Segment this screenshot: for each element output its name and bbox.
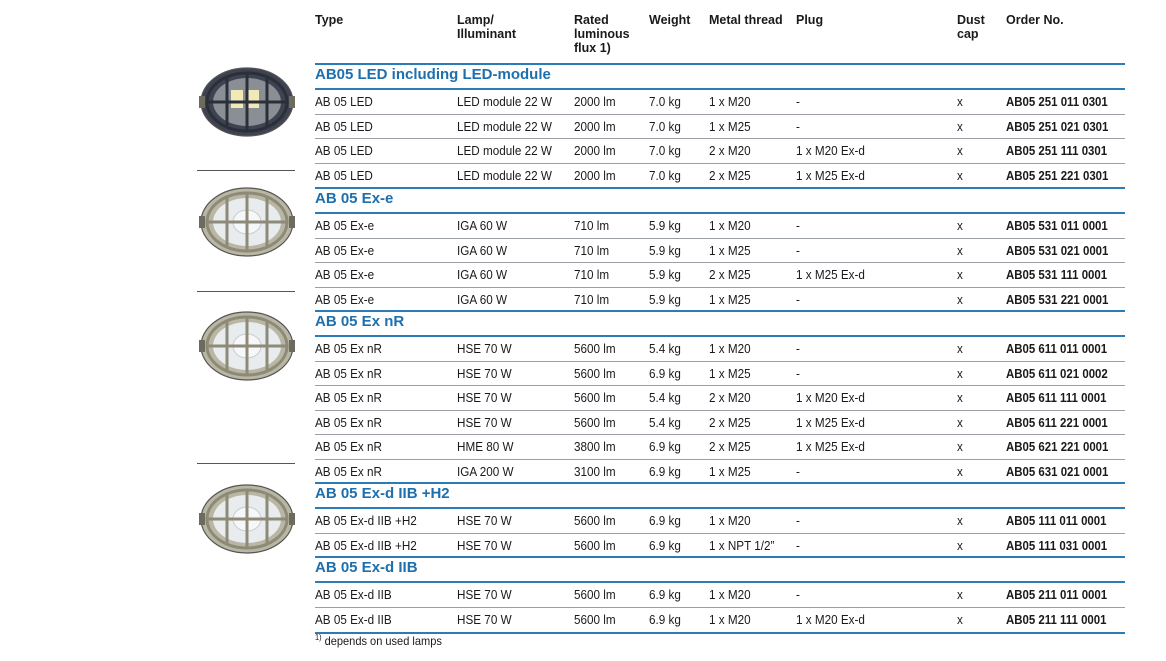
table-row (0, 411, 1166, 435)
image-divider (197, 170, 295, 171)
section-title: AB 05 Ex-e (315, 190, 394, 207)
cell-weight: 6.9 kg (649, 537, 681, 553)
cell-flux: 5600 lm (574, 611, 616, 627)
cell-dust: x (957, 464, 963, 479)
cell-plug: - (796, 218, 800, 233)
table-row (0, 214, 1166, 238)
cell-plug: 1 x M25 Ex-d (796, 439, 865, 455)
ex-d-luminaire-photo (197, 475, 297, 570)
cell-weight: 5.4 kg (649, 390, 681, 406)
cell-order: AB05 621 221 0001 (1006, 439, 1109, 455)
cell-lamp: HSE 70 W (457, 537, 512, 553)
image-divider (197, 463, 295, 464)
cell-flux: 3800 lm (574, 439, 616, 455)
cell-weight: 6.9 kg (649, 611, 681, 627)
cell-lamp: IGA 60 W (457, 267, 508, 283)
cell-thread: 1 x M25 (709, 365, 751, 381)
table-row (0, 164, 1166, 188)
cell-type: AB 05 Ex nR (315, 341, 382, 356)
cell-dust: x (957, 414, 963, 430)
cell-type: AB 05 Ex nR (315, 464, 382, 479)
cell-lamp: IGA 200 W (457, 464, 514, 479)
ex-nr-luminaire-photo (197, 302, 297, 397)
cell-flux: 710 lm (574, 218, 610, 233)
cell-thread: 2 x M25 (709, 267, 751, 283)
cell-weight: 5.9 kg (649, 267, 681, 283)
cell-order: AB05 111 011 0001 (1006, 513, 1107, 528)
cell-order: AB05 611 011 0001 (1006, 341, 1108, 356)
cell-weight: 5.9 kg (649, 218, 681, 233)
cell-thread: 1 x M20 (709, 587, 751, 602)
cell-thread: 1 x M20 (709, 611, 751, 627)
cell-order: AB05 251 111 0301 (1006, 143, 1108, 159)
table-row (0, 90, 1166, 114)
cell-plug: 1 x M20 Ex-d (796, 390, 865, 406)
table-row (0, 534, 1166, 558)
cell-dust: x (957, 167, 963, 183)
cell-lamp: IGA 60 W (457, 242, 508, 258)
image-divider (197, 291, 295, 292)
cell-dust: x (957, 118, 963, 134)
cell-type: AB 05 Ex nR (315, 414, 382, 430)
cell-flux: 2000 lm (574, 94, 616, 109)
cell-flux: 710 lm (574, 267, 610, 283)
cell-order: AB05 531 011 0001 (1006, 218, 1108, 233)
table-row (0, 115, 1166, 139)
cell-weight: 5.4 kg (649, 341, 681, 356)
cell-order: AB05 611 221 0001 (1006, 414, 1108, 430)
cell-weight: 7.0 kg (649, 94, 681, 109)
cell-type: AB 05 Ex nR (315, 365, 382, 381)
cell-dust: x (957, 365, 963, 381)
cell-flux: 5600 lm (574, 537, 616, 553)
cell-thread: 1 x NPT 1/2” (709, 537, 775, 553)
table-row (0, 239, 1166, 263)
cell-order: AB05 211 111 0001 (1006, 611, 1107, 627)
header-thread: Metal thread (709, 13, 783, 27)
cell-order: AB05 251 221 0301 (1006, 167, 1109, 183)
cell-type: AB 05 LED (315, 94, 373, 109)
section-rule (315, 556, 1125, 558)
cell-dust: x (957, 513, 963, 528)
cell-type: AB 05 Ex-e (315, 291, 375, 307)
table-row (0, 608, 1166, 632)
section-title: AB 05 Ex-d IIB (315, 559, 418, 576)
led-luminaire-photo (197, 58, 297, 153)
cell-thread: 1 x M25 (709, 464, 751, 479)
header-lamp: Lamp/ Illuminant (457, 13, 517, 41)
cell-lamp: HME 80 W (457, 439, 514, 455)
footnote-text: depends on used lamps (321, 634, 442, 648)
cell-thread: 1 x M25 (709, 118, 751, 134)
cell-weight: 5.9 kg (649, 242, 681, 258)
cell-lamp: HSE 70 W (457, 365, 512, 381)
cell-flux: 710 lm (574, 242, 610, 258)
cell-flux: 710 lm (574, 291, 610, 307)
cell-weight: 6.9 kg (649, 464, 681, 479)
cell-thread: 2 x M25 (709, 439, 751, 455)
footnote-mark: 1) (315, 633, 322, 642)
cell-flux: 5600 lm (574, 341, 616, 356)
section-rule (315, 187, 1125, 189)
cell-type: AB 05 Ex-e (315, 267, 375, 283)
cell-order: AB05 611 021 0002 (1006, 365, 1108, 381)
cell-type: AB 05 Ex-e (315, 242, 375, 258)
cell-lamp: LED module 22 W (457, 143, 552, 159)
cell-thread: 2 x M20 (709, 143, 751, 159)
cell-order: AB05 611 111 0001 (1006, 390, 1107, 406)
cell-dust: x (957, 587, 963, 602)
cell-weight: 6.9 kg (649, 365, 681, 381)
cell-dust: x (957, 537, 963, 553)
cell-lamp: LED module 22 W (457, 94, 552, 109)
table-row (0, 288, 1166, 312)
cell-flux: 2000 lm (574, 167, 616, 183)
cell-dust: x (957, 439, 963, 455)
cell-order: AB05 531 111 0001 (1006, 267, 1108, 283)
cell-type: AB 05 Ex-d IIB +H2 (315, 513, 417, 528)
cell-lamp: LED module 22 W (457, 167, 552, 183)
cell-lamp: IGA 60 W (457, 218, 508, 233)
section-title: AB05 LED including LED-module (315, 66, 551, 83)
cell-type: AB 05 LED (315, 167, 373, 183)
table-row (0, 362, 1166, 386)
table-row (0, 460, 1166, 484)
header-flux: Rated luminous flux 1) (574, 13, 630, 55)
cell-lamp: HSE 70 W (457, 341, 512, 356)
cell-lamp: HSE 70 W (457, 414, 512, 430)
header-weight: Weight (649, 13, 691, 27)
cell-type: AB 05 Ex-e (315, 218, 375, 233)
cell-type: AB 05 Ex nR (315, 390, 382, 406)
cell-order: AB05 251 021 0301 (1006, 118, 1109, 134)
cell-type: AB 05 Ex-d IIB (315, 611, 392, 627)
cell-dust: x (957, 267, 963, 283)
cell-weight: 7.0 kg (649, 167, 681, 183)
cell-dust: x (957, 218, 963, 233)
cell-weight: 6.9 kg (649, 587, 681, 602)
section-title: AB 05 Ex-d IIB +H2 (315, 485, 450, 502)
cell-order: AB05 631 021 0001 (1006, 464, 1109, 479)
cell-plug: 1 x M20 Ex-d (796, 143, 865, 159)
cell-type: AB 05 Ex nR (315, 439, 382, 455)
cell-plug: - (796, 242, 800, 258)
cell-thread: 1 x M25 (709, 242, 751, 258)
cell-plug: - (796, 291, 800, 307)
cell-type: AB 05 Ex-d IIB (315, 587, 392, 602)
header-type: Type (315, 13, 344, 27)
table-row (0, 337, 1166, 361)
cell-plug: - (796, 513, 800, 528)
cell-plug: - (796, 365, 800, 381)
table-row (0, 583, 1166, 607)
footnote (315, 633, 442, 648)
cell-lamp: IGA 60 W (457, 291, 508, 307)
cell-lamp: HSE 70 W (457, 513, 512, 528)
cell-plug: 1 x M25 Ex-d (796, 167, 865, 183)
cell-weight: 5.9 kg (649, 291, 681, 307)
cell-order: AB05 531 021 0001 (1006, 242, 1109, 258)
cell-thread: 1 x M20 (709, 341, 751, 356)
cell-plug: - (796, 118, 800, 134)
cell-plug: - (796, 341, 800, 356)
cell-order: AB05 111 031 0001 (1006, 537, 1108, 553)
cell-thread: 2 x M25 (709, 414, 751, 430)
table-row (0, 139, 1166, 163)
cell-dust: x (957, 94, 963, 109)
cell-thread: 2 x M25 (709, 167, 751, 183)
table-row (0, 263, 1166, 287)
cell-thread: 1 x M20 (709, 94, 751, 109)
cell-plug: - (796, 587, 800, 602)
cell-order: AB05 531 221 0001 (1006, 291, 1109, 307)
cell-thread: 2 x M20 (709, 390, 751, 406)
cell-lamp: HSE 70 W (457, 587, 512, 602)
header-dust-cap: Dust cap (957, 13, 985, 41)
section-rule (315, 310, 1125, 312)
cell-dust: x (957, 291, 963, 307)
cell-flux: 2000 lm (574, 143, 616, 159)
cell-order: AB05 211 011 0001 (1006, 587, 1108, 602)
table-row (0, 386, 1166, 410)
cell-weight: 7.0 kg (649, 118, 681, 134)
cell-dust: x (957, 341, 963, 356)
cell-thread: 1 x M20 (709, 513, 751, 528)
cell-plug: - (796, 464, 800, 479)
cell-type: AB 05 LED (315, 118, 373, 134)
cell-flux: 5600 lm (574, 513, 616, 528)
cell-type: AB 05 LED (315, 143, 373, 159)
table-row (0, 509, 1166, 533)
cell-flux: 2000 lm (574, 118, 616, 134)
cell-plug: 1 x M25 Ex-d (796, 267, 865, 283)
cell-weight: 5.4 kg (649, 414, 681, 430)
cell-weight: 6.9 kg (649, 439, 681, 455)
cell-lamp: HSE 70 W (457, 390, 512, 406)
cell-order: AB05 251 011 0301 (1006, 94, 1108, 109)
cell-weight: 7.0 kg (649, 143, 681, 159)
header-plug: Plug (796, 13, 824, 27)
cell-lamp: HSE 70 W (457, 611, 512, 627)
section-title: AB 05 Ex nR (315, 313, 405, 330)
cell-weight: 6.9 kg (649, 513, 681, 528)
cell-plug: - (796, 537, 800, 553)
cell-type: AB 05 Ex-d IIB +H2 (315, 537, 417, 553)
cell-thread: 1 x M25 (709, 291, 751, 307)
cell-flux: 5600 lm (574, 587, 616, 602)
cell-dust: x (957, 143, 963, 159)
cell-dust: x (957, 242, 963, 258)
cell-flux: 5600 lm (574, 390, 616, 406)
ex-e-luminaire-photo (197, 178, 297, 273)
cell-dust: x (957, 390, 963, 406)
cell-lamp: LED module 22 W (457, 118, 552, 134)
cell-flux: 5600 lm (574, 414, 616, 430)
cell-flux: 5600 lm (574, 365, 616, 381)
cell-plug: 1 x M20 Ex-d (796, 611, 865, 627)
cell-plug: - (796, 94, 800, 109)
cell-plug: 1 x M25 Ex-d (796, 414, 865, 430)
cell-flux: 3100 lm (574, 464, 616, 479)
header-order-no: Order No. (1006, 13, 1064, 27)
cell-dust: x (957, 611, 963, 627)
cell-thread: 1 x M20 (709, 218, 751, 233)
table-row (0, 435, 1166, 459)
